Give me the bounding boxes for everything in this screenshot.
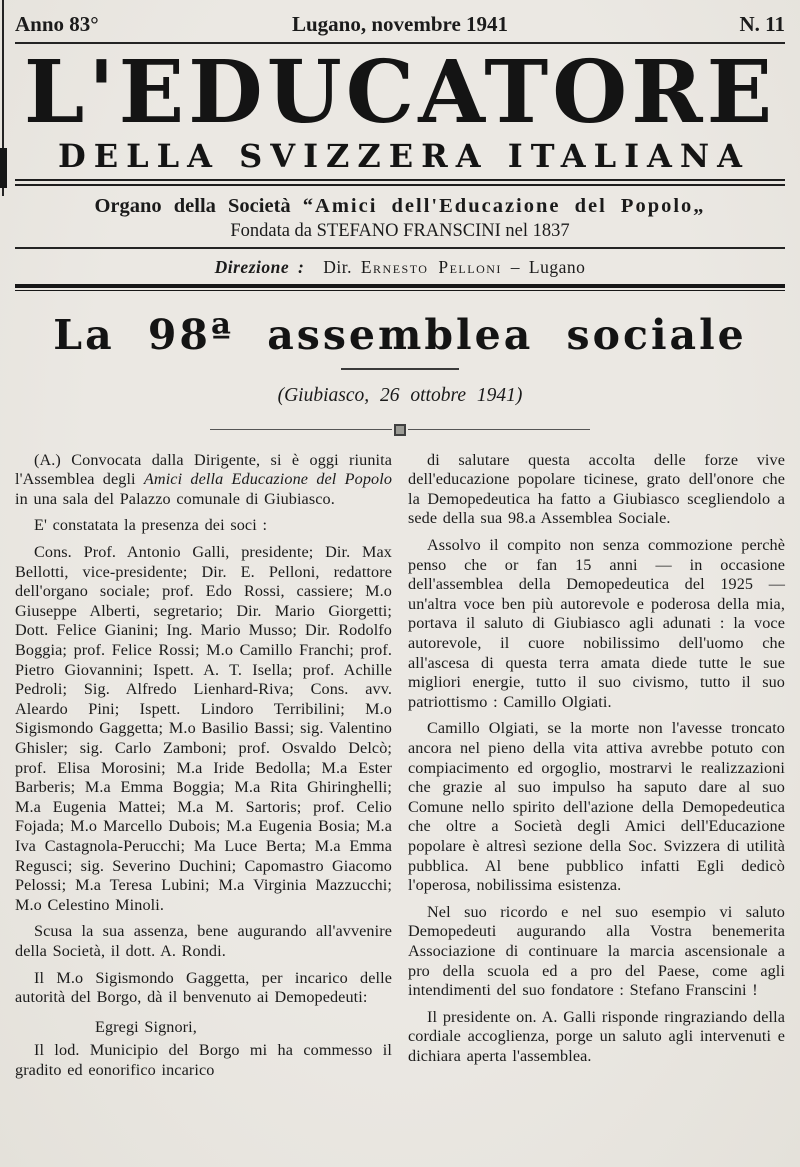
divider-ornament [210, 424, 590, 436]
body-text: Il M.o Sigismondo Gaggetta, per incarico delle autorità del Borgo, dà il benvenuto ai Demopedeuti: [15, 968, 392, 1007]
direzione-label: Direzione : [214, 256, 305, 277]
body-text: Egregi Signori, [95, 1017, 197, 1036]
direzione-prefix: Dir. [323, 256, 352, 277]
article-dateline: (Giubiasco, 26 ottobre 1941) [277, 384, 523, 406]
paragraph [15, 969, 392, 1008]
body-text: di salutare questa accolta delle forze vive dell'educazione popolare ticinese, grato dell'onore che la Demopedeutica ha fatto a Giubiasco scegliendolo a sede della sua 98.a Assemblea Sociale. [408, 450, 785, 528]
scan-artifact [0, 148, 7, 188]
founded-line: Fondata da STEFANO FRANSCINI nel 1837 [230, 220, 570, 241]
issue-header [15, 12, 785, 37]
emphasized-text: Amici della Educazione del Popolo [143, 470, 393, 489]
paragraph [408, 451, 785, 529]
article-title: La 98ª assemblea sociale [53, 310, 747, 359]
organ-prefix: Organo della Società [94, 194, 291, 217]
ornament-square-icon [394, 424, 406, 436]
masthead-title: L'EDUCATORE [23, 42, 777, 143]
body-text: Assolvo il compito non senza commozione perchè penso che or fan 15 anni — in occasione dell'assemblea della Demopedeutica del 1925 — un'altra voce ben più autorevole e poderosa della mia, portava il saluto di Giubiasco agli adunati : la voce autorevole, il cuore nobilissimo dell'uomo che all'ascesa di questa terra amata diede tutte le sue migliori energie, tutto il suo civismo, tutto il suo patriottismo : Camillo Olgiati. [408, 536, 785, 711]
ornament-line [210, 429, 392, 430]
column-left [15, 451, 392, 1088]
paragraph [15, 1018, 392, 1038]
direzione-separator: – [510, 256, 521, 277]
column-right [408, 451, 785, 1088]
paragraph [408, 903, 785, 1001]
paragraph [15, 1041, 392, 1080]
founded-rule [15, 247, 785, 249]
body-text: Il lod. Municipio del Borgo mi ha commesso il gradito ed eonorifico incarico [15, 1041, 392, 1079]
year-label: Anno 83° [15, 12, 99, 36]
issue-dateline: Lugano, novembre 1941 [291, 12, 509, 36]
direzione-line [15, 257, 785, 284]
direzione-place: Lugano [528, 256, 586, 277]
masthead-subtitle: DELLA SVIZZERA ITALIANA [58, 136, 750, 175]
paragraph [408, 1008, 785, 1067]
body-text: Cons. Prof. Antonio Galli, presidente; Dir. Max Bellotti, vice-presidente; Dir. E. Pelloni, redattore dell'organo sociale; prof. Edo Rossi, cassiere; M.o Giuseppe Alberti, segretario; Dir. Mario Giorgetti; Dott. Felice Gianini; Ing. Mario Musso; Dir. Rodolfo Boggia; prof. Felice Rossi; M.o Camillo Franchi; prof. Pietro Giovannini; Ispett. A. T. Isella; prof. Achille Pedroli; Sig. Alfredo Lienhard-Riva; Cons. avv. Aleardo Pini; Ispett. Lindoro Terribilini; M.o Sigismondo Gaggetta; M.o Basilio Bassi; sig. Valentino Ghisler; sig. Carlo Zamboni; prof. Osvaldo Delcò; prof. Elisa Morosini; M.a Iride Bedolla; M.a Ester Barberis; M.a Emma Boggia; M.a Rita Ghiringhelli; M.a Eugenia Mattei; M.a M. Sartoris; prof. Celio Fojada; M.o Marcello Dubois; M.a Eugenia Bosia; M.a Iva Castagnola-Perucchi; Ma Luce Berta; M.a Emma Regusci; sig. Severino Duchini; Capomastro Giacomo Pelossi; M.a Teresa Lubini; M.a Virginia Mazzucchi; M.o Celestino Minoli. [15, 543, 392, 914]
body-text: Camillo Olgiati, se la morte non l'avesse troncato ancora nel pieno della vita attiva avrebbe potuto con compiacimento ed orgoglio, mostrarvi le realizzazioni che grazie al suo impulso ha saputo dare al suo Comune nello spirito dell'azione della Demopedeutica che oltre a Società degli Amici dell'Educazione popolare è altresì sezione della Soc. Svizzera di utilità pubblica. Al bene pubblico infatti Egli dedicò l'operosa, nobilissima esistenza. [408, 719, 785, 895]
direzione-name: Ernesto Pelloni [360, 256, 502, 277]
organ-line [15, 195, 785, 218]
masthead-rule [15, 179, 785, 186]
paragraph [15, 922, 392, 961]
body-text: Scusa la sua assenza, bene augurando all'avvenire della Società, il dott. A. Rondi. [15, 922, 392, 960]
body-text: (A.) Convocata dalla Dirigente, si è oggi riunita l'Assemblea degli [15, 450, 392, 489]
direzione-rule [15, 284, 785, 291]
organ-society-name: “Amici dell'Educazione del Popolo„ [302, 194, 706, 217]
paragraph [15, 516, 392, 536]
body-text: in una sala del Palazzo comunale di Giubiasco. [15, 489, 335, 508]
body-text: Nel suo ricordo e nel suo esempio vi saluto Demopedeuti augurando alla Vostra benemerita Associazione di continuare la marcia ascensionale a pro della scuola ed a pro del Paese, come agli intendimenti del suo fondatore : Stefano Franscini ! [408, 902, 785, 1000]
body-text: Il presidente on. A. Galli risponde ringraziando della cordiale accoglienza, porge un saluto agli intervenuti e dichiara aperta l'assemblea. [408, 1007, 785, 1065]
article-body [15, 451, 785, 1088]
paragraph [408, 719, 785, 895]
title-underline [341, 368, 459, 370]
body-text: E' constatata la presenza dei soci : [34, 516, 268, 535]
paragraph [408, 536, 785, 712]
paragraph [15, 543, 392, 915]
ornament-line [408, 429, 590, 430]
issue-number: N. 11 [739, 12, 785, 36]
paragraph [15, 451, 392, 510]
